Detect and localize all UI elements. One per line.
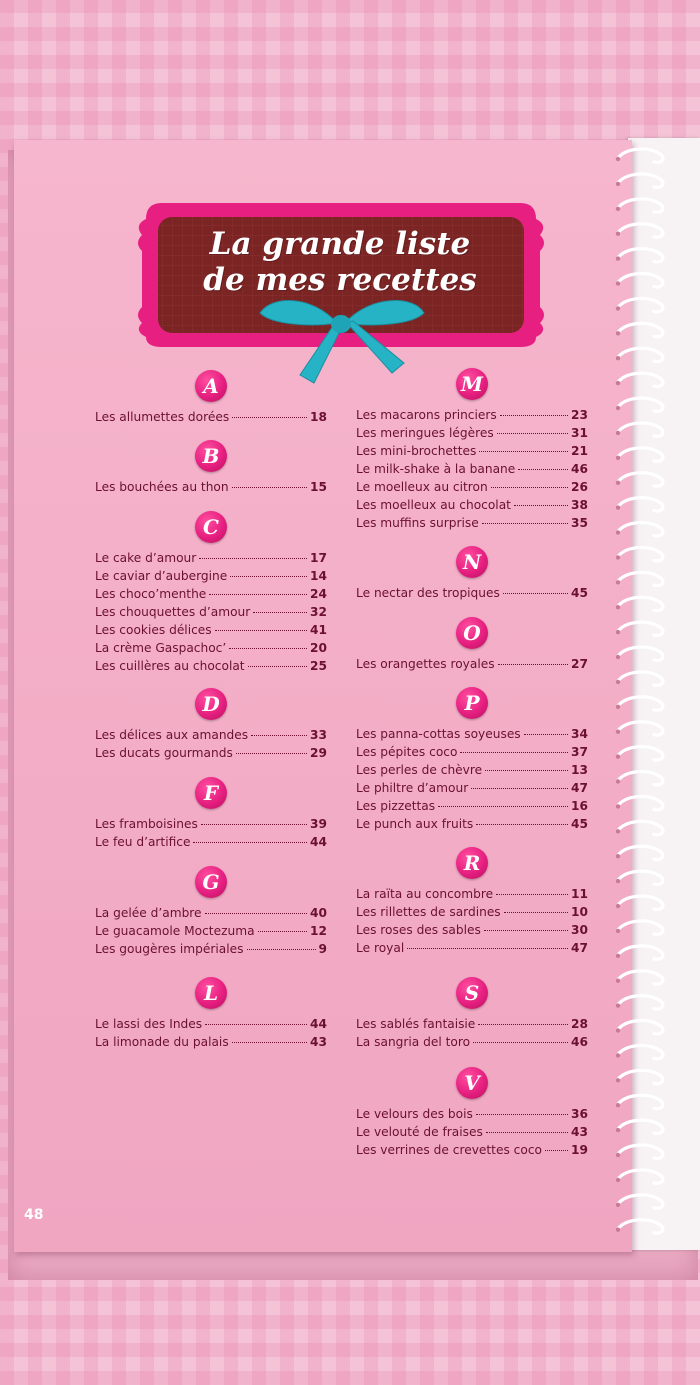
recipe-page-number: 43	[571, 1125, 588, 1139]
binding-hole	[616, 555, 620, 559]
recipe-entry	[95, 567, 327, 585]
spiral-coil	[618, 597, 663, 610]
recipe-page-number: 14	[310, 569, 327, 583]
dot-leader	[199, 558, 307, 559]
dot-leader	[479, 451, 568, 452]
spiral-coil	[618, 896, 663, 909]
recipe-name: Les macarons princiers	[356, 408, 497, 422]
recipe-page-number: 37	[571, 745, 588, 759]
recipe-name: Le royal	[356, 941, 405, 955]
spiral-coil	[618, 1021, 663, 1034]
recipe-entry	[356, 815, 588, 833]
recipe-entry	[356, 761, 588, 779]
spiral-coil	[618, 772, 663, 785]
binding-hole	[616, 630, 620, 634]
dot-leader	[518, 469, 568, 470]
recipe-page-number: 15	[310, 480, 327, 494]
recipe-name: Le milk-shake à la banane	[356, 462, 516, 476]
recipe-entry	[95, 1033, 327, 1051]
binding-hole	[616, 605, 620, 609]
binding-hole	[616, 1153, 620, 1157]
recipe-entry	[95, 744, 327, 762]
spiral-coil	[618, 547, 663, 560]
section-letter-badge: F	[195, 777, 227, 809]
section-letter-badge: G	[195, 866, 227, 898]
recipe-page-number: 17	[310, 551, 327, 565]
recipe-entry	[356, 885, 588, 903]
spiral-coil	[618, 323, 663, 336]
section-m	[356, 368, 588, 532]
recipe-name: Les bouchées au thon	[95, 480, 229, 494]
recipe-name: Les rillettes de sardines	[356, 905, 501, 919]
section-letter-badge: C	[195, 511, 227, 543]
recipe-page-number: 43	[310, 1035, 327, 1049]
binding-hole	[616, 1003, 620, 1007]
recipe-page-number: 47	[571, 781, 588, 795]
binding-hole	[616, 1103, 620, 1107]
recipe-page-number: 13	[571, 763, 588, 777]
spiral-coil	[618, 1070, 663, 1083]
recipe-page-number: 45	[571, 586, 588, 600]
dot-leader	[247, 949, 316, 950]
spiral-coil	[618, 1045, 663, 1058]
recipe-name: Les cuillères au chocolat	[95, 659, 245, 673]
recipe-page-number: 16	[571, 799, 588, 813]
dot-leader	[485, 770, 568, 771]
binding-hole	[616, 207, 620, 211]
recipe-page-number: 30	[571, 923, 588, 937]
binding-hole	[616, 182, 620, 186]
recipe-entry	[356, 939, 588, 957]
recipe-entry	[356, 496, 588, 514]
binding-hole	[616, 281, 620, 285]
section-v	[356, 1067, 588, 1159]
spiral-coil	[618, 647, 663, 660]
spiral-coil	[618, 473, 663, 486]
recipe-page-number: 25	[310, 659, 327, 673]
dot-leader	[545, 1150, 568, 1151]
recipe-entry	[95, 408, 327, 426]
recipe-page-number: 26	[571, 480, 588, 494]
dot-leader	[215, 630, 307, 631]
recipe-name: La limonade du palais	[95, 1035, 229, 1049]
spiral-coil	[618, 747, 663, 760]
recipe-page-number: 31	[571, 426, 588, 440]
binding-hole	[616, 854, 620, 858]
recipe-name: Les verrines de crevettes coco	[356, 1143, 543, 1157]
recipe-name: Le philtre d’amour	[356, 781, 469, 795]
recipe-page-number: 10	[571, 905, 588, 919]
recipe-name: Les ducats gourmands	[95, 746, 233, 760]
recipe-name: Les muffins surprise	[356, 516, 479, 530]
recipe-entry	[356, 442, 588, 460]
recipe-page-number: 46	[571, 1035, 588, 1049]
binding-hole	[616, 829, 620, 833]
recipe-page-number: 19	[571, 1143, 588, 1157]
spiral-coil	[618, 1095, 663, 1108]
recipe-entry	[356, 514, 588, 532]
binding-hole	[616, 655, 620, 659]
recipe-name: Le moelleux au citron	[356, 480, 488, 494]
binding-hole	[616, 754, 620, 758]
dot-leader	[201, 824, 307, 825]
recipe-entry	[95, 639, 327, 657]
spiral-coil	[618, 572, 663, 585]
spiral-coil	[618, 622, 663, 635]
spiral-coil	[618, 946, 663, 959]
binding-hole	[616, 331, 620, 335]
recipe-entry	[356, 779, 588, 797]
recipe-entry	[95, 833, 327, 851]
dot-leader	[232, 487, 307, 488]
section-a	[95, 370, 327, 426]
binding-hole	[616, 804, 620, 808]
recipe-page-number: 11	[571, 887, 588, 901]
dot-leader	[205, 1024, 307, 1025]
recipe-page-number: 44	[310, 1017, 327, 1031]
dot-leader	[478, 1024, 568, 1025]
recipe-name: Le velours des bois	[356, 1107, 473, 1121]
binding-hole	[616, 1053, 620, 1057]
binding-hole	[616, 232, 620, 236]
spiral-coil	[618, 398, 663, 411]
binding-hole	[616, 1178, 620, 1182]
recipe-entry	[356, 406, 588, 424]
dot-leader	[251, 735, 307, 736]
recipe-page-number: 29	[310, 746, 327, 760]
dot-leader	[524, 734, 568, 735]
dot-leader	[514, 505, 568, 506]
recipe-name: Le guacamole Moctezuma	[95, 924, 255, 938]
dot-leader	[232, 417, 307, 418]
spiral-coil	[618, 298, 663, 311]
dot-leader	[460, 752, 568, 753]
spiral-coil	[618, 1145, 663, 1158]
spiral-coil	[618, 448, 663, 461]
spiral-coil	[618, 821, 663, 834]
recipe-name: Les pépites coco	[356, 745, 458, 759]
binding-hole	[616, 356, 620, 360]
dot-leader	[476, 1114, 568, 1115]
binding-hole	[616, 1203, 620, 1207]
dot-leader	[230, 576, 307, 577]
binding-hole	[616, 1128, 620, 1132]
recipe-entry	[95, 603, 327, 621]
recipe-page-number: 12	[310, 924, 327, 938]
dot-leader	[229, 648, 307, 649]
recipe-entry	[356, 1105, 588, 1123]
spiral-coil	[618, 174, 663, 187]
spiral-coil	[618, 249, 663, 262]
spiral-coil	[618, 672, 663, 685]
recipe-name: Les orangettes royales	[356, 657, 495, 671]
recipe-entry	[95, 478, 327, 496]
section-d	[95, 688, 327, 762]
spiral-coil	[618, 871, 663, 884]
binding-hole	[616, 730, 620, 734]
section-b	[95, 440, 327, 496]
dot-leader	[476, 824, 568, 825]
recipe-name: Les chouquettes d’amour	[95, 605, 251, 619]
spiral-coil	[618, 1195, 663, 1208]
recipe-entry	[356, 921, 588, 939]
recipe-name: Le punch aux fruits	[356, 817, 474, 831]
dot-leader	[503, 593, 568, 594]
recipe-entry	[356, 1015, 588, 1033]
spiral-coil	[618, 224, 663, 237]
section-letter-badge: N	[456, 546, 488, 578]
dot-leader	[193, 842, 307, 843]
recipe-name: La sangria del toro	[356, 1035, 471, 1049]
recipe-entry	[95, 726, 327, 744]
recipe-page-number: 24	[310, 587, 327, 601]
binding-hole	[616, 406, 620, 410]
section-s	[356, 977, 588, 1051]
dot-leader	[209, 594, 307, 595]
recipe-name: Les mini-brochettes	[356, 444, 477, 458]
spiral-coil	[618, 796, 663, 809]
section-g	[95, 866, 327, 958]
recipe-page-number: 27	[571, 657, 588, 671]
section-letter-badge: O	[456, 617, 488, 649]
spiral-coil	[618, 846, 663, 859]
section-p	[356, 687, 588, 833]
dot-leader	[258, 931, 307, 932]
section-c	[95, 511, 327, 675]
spiral-coil	[618, 274, 663, 287]
section-letter-badge: S	[456, 977, 488, 1009]
binding-hole	[616, 306, 620, 310]
recipe-page-number: 39	[310, 817, 327, 831]
dot-leader	[236, 753, 307, 754]
recipe-entry	[95, 815, 327, 833]
recipe-page-number: 33	[310, 728, 327, 742]
binding-hole	[616, 954, 620, 958]
binding-hole	[616, 1228, 620, 1232]
recipe-name: Les roses des sables	[356, 923, 481, 937]
recipe-page-number: 45	[571, 817, 588, 831]
recipe-name: Les délices aux amandes	[95, 728, 249, 742]
section-letter-badge: B	[195, 440, 227, 472]
dot-leader	[473, 1042, 568, 1043]
recipe-name: Le nectar des tropiques	[356, 586, 500, 600]
dot-leader	[497, 433, 568, 434]
recipe-page-number: 40	[310, 906, 327, 920]
spiral-coil	[618, 373, 663, 386]
recipe-entry	[95, 585, 327, 603]
binding-hole	[616, 431, 620, 435]
recipe-name: Le velouté de fraises	[356, 1125, 483, 1139]
recipe-name: Les meringues légères	[356, 426, 494, 440]
section-l	[95, 977, 327, 1051]
dot-leader	[491, 487, 568, 488]
binding-hole	[616, 879, 620, 883]
binding-hole	[616, 779, 620, 783]
recipe-entry	[356, 460, 588, 478]
dot-leader	[471, 788, 568, 789]
section-f	[95, 777, 327, 851]
section-letter-badge: L	[195, 977, 227, 1009]
recipe-entry	[95, 621, 327, 639]
binding-hole	[616, 705, 620, 709]
binding-hole	[616, 580, 620, 584]
dot-leader	[500, 415, 568, 416]
recipe-entry	[356, 1141, 588, 1159]
page-title: La grande liste de mes recettes	[203, 226, 477, 298]
section-o	[356, 617, 588, 673]
dot-leader	[486, 1132, 568, 1133]
binding-hole	[616, 1078, 620, 1082]
spiral-coil	[618, 423, 663, 436]
recipe-page-number: 46	[571, 462, 588, 476]
recipe-page-number: 38	[571, 498, 588, 512]
spiral-binding	[608, 138, 688, 1253]
recipe-page-number: 32	[310, 605, 327, 619]
dot-leader	[438, 806, 568, 807]
dot-leader	[504, 912, 568, 913]
recipe-page-number: 44	[310, 835, 327, 849]
recipe-page-number: 28	[571, 1017, 588, 1031]
recipe-page-number: 36	[571, 1107, 588, 1121]
recipe-name: Le cake d’amour	[95, 551, 197, 565]
dot-leader	[496, 894, 568, 895]
recipe-name: Les framboisines	[95, 817, 198, 831]
section-letter-badge: R	[456, 847, 488, 879]
spiral-coil	[618, 697, 663, 710]
recipe-entry	[356, 743, 588, 761]
recipe-entry	[95, 904, 327, 922]
binding-hole	[616, 904, 620, 908]
recipe-name: La raïta au concombre	[356, 887, 494, 901]
section-letter-badge: D	[195, 688, 227, 720]
spiral-coil	[618, 1220, 663, 1233]
binding-hole	[616, 1028, 620, 1032]
spiral-coil	[618, 348, 663, 361]
spiral-coil	[618, 1170, 663, 1183]
section-letter-badge: A	[195, 370, 227, 402]
recipe-page-number: 9	[318, 942, 327, 956]
binding-hole	[616, 505, 620, 509]
recipe-name: Les choco’menthe	[95, 587, 207, 601]
recipe-name: Les perles de chèvre	[356, 763, 483, 777]
spiral-coil	[618, 996, 663, 1009]
dot-leader	[498, 664, 568, 665]
recipe-entry	[356, 478, 588, 496]
section-letter-badge: V	[456, 1067, 488, 1099]
section-letter-badge: M	[456, 368, 488, 400]
recipe-name: La crème Gaspachoc’	[95, 641, 227, 655]
spiral-coil	[618, 921, 663, 934]
recipe-entry	[95, 1015, 327, 1033]
binding-hole	[616, 929, 620, 933]
section-n	[356, 546, 588, 602]
recipe-entry	[95, 922, 327, 940]
spiral-coil	[618, 1120, 663, 1133]
recipe-name: Les sablés fantaisie	[356, 1017, 476, 1031]
recipe-name: Le feu d’artifice	[95, 835, 191, 849]
recipe-entry	[95, 940, 327, 958]
binding-hole	[616, 456, 620, 460]
dot-leader	[205, 913, 307, 914]
recipe-name: Les allumettes dorées	[95, 410, 230, 424]
binding-hole	[616, 979, 620, 983]
binding-hole	[616, 481, 620, 485]
binding-hole	[616, 256, 620, 260]
spiral-coil	[618, 199, 663, 212]
recipe-entry	[356, 1033, 588, 1051]
recipe-name: Les pizzettas	[356, 799, 436, 813]
dot-leader	[248, 666, 307, 667]
recipe-page-number: 41	[310, 623, 327, 637]
recipe-page-number: 47	[571, 941, 588, 955]
spiral-coil	[618, 523, 663, 536]
recipe-entry	[95, 657, 327, 675]
spiral-coil	[618, 722, 663, 735]
recipe-entry	[356, 584, 588, 602]
recipe-entry	[356, 903, 588, 921]
recipe-page-number: 35	[571, 516, 588, 530]
spiral-coil	[618, 149, 663, 162]
binding-hole	[616, 381, 620, 385]
recipe-page-number: 20	[310, 641, 327, 655]
dot-leader	[484, 930, 568, 931]
binding-hole	[616, 157, 620, 161]
dot-leader	[482, 523, 568, 524]
recipe-name: Les panna-cottas soyeuses	[356, 727, 521, 741]
binding-hole	[616, 680, 620, 684]
dot-leader	[253, 612, 307, 613]
recipe-name: Les moelleux au chocolat	[356, 498, 511, 512]
spiral-coil	[618, 971, 663, 984]
dot-leader	[407, 948, 568, 949]
dot-leader	[232, 1042, 307, 1043]
recipe-entry	[356, 424, 588, 442]
recipe-entry	[95, 549, 327, 567]
recipe-entry	[356, 797, 588, 815]
recipe-name: Le caviar d’aubergine	[95, 569, 228, 583]
recipe-name: Le lassi des Indes	[95, 1017, 203, 1031]
recipe-name: Les cookies délices	[95, 623, 212, 637]
section-r	[356, 847, 588, 957]
recipe-page-number: 18	[310, 410, 327, 424]
section-letter-badge: P	[456, 687, 488, 719]
recipe-name: La gelée d’ambre	[95, 906, 202, 920]
binding-hole	[616, 530, 620, 534]
spiral-coil	[618, 498, 663, 511]
recipe-name: Les gougères impériales	[95, 942, 244, 956]
recipe-entry	[356, 655, 588, 673]
recipe-page-number: 23	[571, 408, 588, 422]
recipe-entry	[356, 1123, 588, 1141]
recipe-page-number: 34	[571, 727, 588, 741]
recipe-page-number: 21	[571, 444, 588, 458]
recipe-entry	[356, 725, 588, 743]
page-number: 48	[24, 1207, 44, 1223]
